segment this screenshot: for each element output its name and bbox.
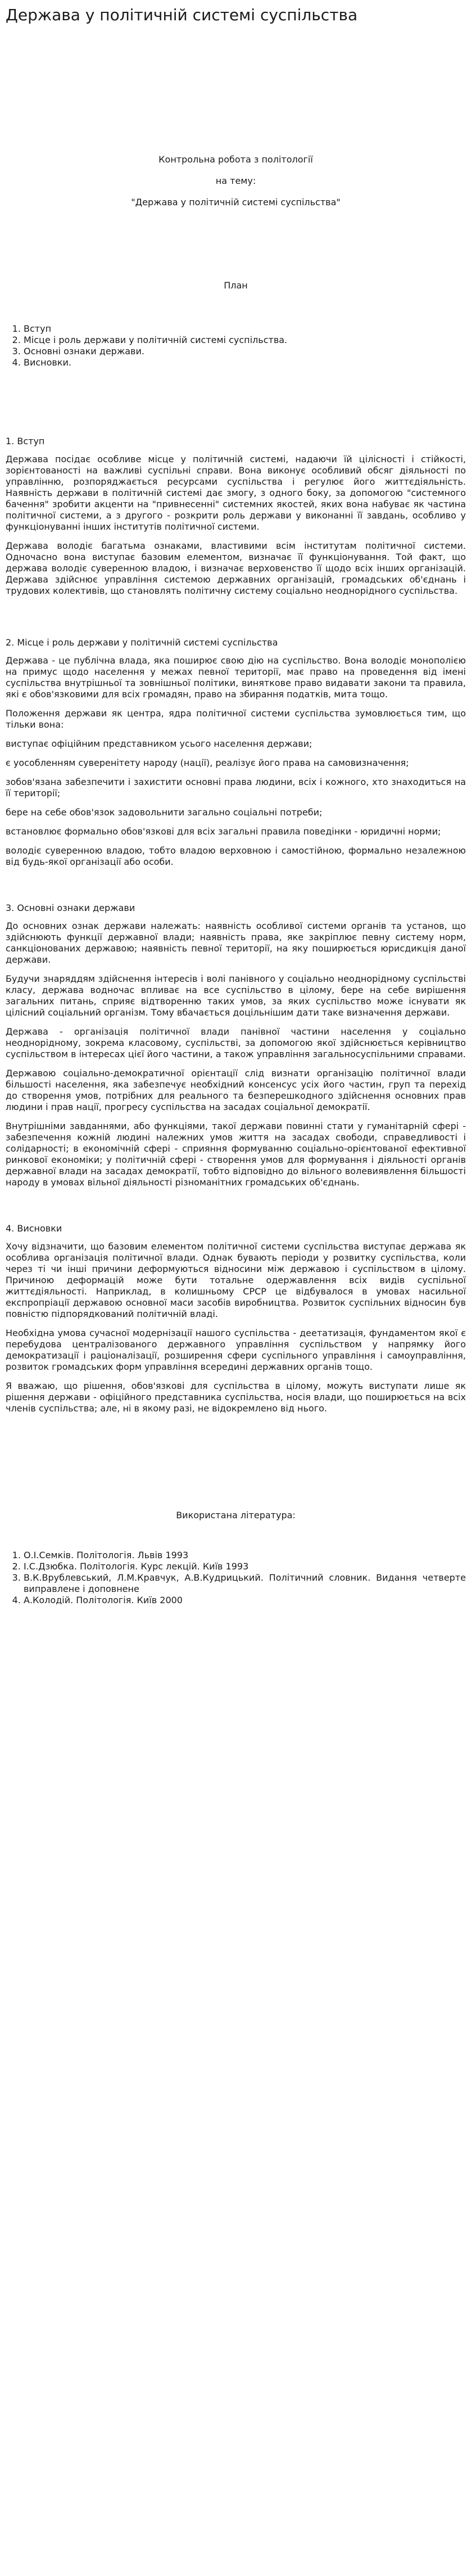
plan-item: 2. Місце і роль держави у політичній системі суспільства. (24, 335, 466, 346)
paragraph: Будучи знаряддям здійснення інтересів і волі панівного у соціально неоднорідному суспільстві класу, держава водночас впливає на все суспільство в цілому, бере на себе вирішення загальних питань, сприяє відтворенню таких умов, за яких суспільство може існувати як цілісний соціальний організм. Тому вбачається доцільнішим дати таке визначення держави. (6, 973, 466, 1018)
literature-title: Використана література: (176, 1510, 296, 1521)
plan-item: 1. Вступ (24, 323, 466, 335)
section-heading-state-features: 3. Основні ознаки держави (6, 903, 135, 913)
paragraph: До основних ознак держави належать: наявність особливої системи органів та установ, що здійснюють функції державної влади; наявність права, яке закріплює певну систему норм, санкціонованих державою; наявність певної території, на яку поширюється юрисдикція даної держави. (6, 921, 466, 965)
literature-item: 2. І.С.Дзюбка. Політологія. Курс лекцій. Київ 1993 (24, 1561, 466, 1572)
literature-item: 3. В.К.Врублевський, Л.М.Кравчук, А.В.Кудрицький. Політичний словник. Видання четверте виправлене і доповнене (24, 1572, 466, 1595)
literature-list (6, 1550, 466, 1606)
paragraph: виступає офіційним представником усього населення держави; (6, 738, 312, 749)
section-heading-role-of-state: 2. Місце і роль держави у політичній системі суспільства (6, 637, 278, 648)
paragraph: володіє суверенною владою, тобто владою верховною і самостійною, формально незалежною від будь-якої організації або особи. (6, 845, 466, 867)
paragraph: Внутрішніми завданнями, або функціями, такої держави повинні стати у гуманітарній сфері - забезпечення кожній людині належних умов життя на засадах свободи, справедливості і солідарності; в економічній сфері - сприяння формуванню соціально-орієнтованої ефективної ринкової економіки; у політичній сфері - створення умов для формування і діяльності органів державної влади на засадах демократії, тобто відповідно до вільного волевиявлення більшості народу в умовах вільної діяльності різноманітних громадських об'єднань. (6, 1121, 466, 1188)
paragraph: Держава - організація політичної влади панівної частини населення у соціально неоднорідному, зокрема класовому, суспільстві, за допомогою якої здійснюється керівництво суспільством в інтересах цієї його частини, а також управління загальносуспільними справами. (6, 1026, 466, 1059)
paragraph: Держава володіє багатьма ознаками, властивими всім інститутам політичної системи. Одночасно вона виступає базовим елементом, визначає її функціонування. Той факт, що держава володіє суверенною владою, і визначає верховенство її щодо всіх інших організацій. Держава здійснює управління системою державних організацій, громадських об'єднань і трудових колективів, що становлять політичну систему соціально неоднорідного суспільства. (6, 540, 466, 596)
paragraph: є уособленням суверенітету народу (нації), реалізує його права на самовизначення; (6, 757, 409, 768)
paragraph: бере на себе обов'язок задовольнити загально соціальні потреби; (6, 807, 323, 818)
paragraph: зобов'язана забезпечити і захистити основні права людини, всіх і кожного, хто знаходиться на її території; (6, 777, 466, 798)
document-title: Держава у політичній системі суспільства (6, 6, 358, 24)
cover-line-work-type: Контрольна робота з політології (158, 154, 313, 165)
section-heading-conclusions: 4. Висновки (6, 1223, 62, 1234)
cover-line-topic: "Держава у політичній системі суспільства" (131, 197, 341, 207)
paragraph: Я вважаю, що рішення, обов'язкові для суспільства в цілому, можуть виступати лише як рішення держави - офіційного представника суспільства, носія влади, що поширюється на всіх членів суспільства; але, ні в якому разі, не відокремлено від нього. (6, 1381, 466, 1414)
paragraph: Положення держави як центра, ядра політичної системи суспільства зумовлюється тим, що тільки вона: (6, 708, 466, 730)
plan-item: 4. Висновки. (24, 357, 466, 368)
paragraph: встановлює формально обов'язкові для всіх загальні правила поведінки - юридичні норми; (6, 826, 441, 837)
paragraph: Держава посідає особливе місце у політичній системі, надаючи їй цілісності і стійкості, зорієнтованості на важливі суспільні справи. Вона виконує особливий обсяг діяльності по управлінню, розпоряджається ресурсами суспільства і регулює його життєдіяльність. Наявність держави в політичній системі дає змогу, з одного боку, за допомогою "системного бачення" зробити акценти на "привнесенні" системних якостей, яких вона набуває як частина політичної системи, а з другого - розкрити роль держави у виконанні її завдань, особливо у функціонуванні інших інститутів політичної системи. (6, 454, 466, 532)
literature-item: 1. О.І.Семків. Політологія. Львів 1993 (24, 1550, 466, 1561)
plan-item: 3. Основні ознаки держави. (24, 346, 466, 357)
paragraph: Державою соціально-демократичної орієнтації слід визнати організацію політичної влади більшості населення, яка забезпечує необхідний консенсус усіх його частин, груп та перехід до створення умов, потрібних для реального та безперешкодного здійснення основних прав людини і прав нації, прогресу суспільства на засадах соціальної демократії. (6, 1068, 466, 1112)
literature-item: 4. А.Колодій. Політологія. Київ 2000 (24, 1595, 466, 1606)
cover-block (6, 154, 466, 208)
paragraph: Необхідна умова сучасної модернізації нашого суспільства - деетатизація, фундаментом якої є перебудова централізованого державного управління суспільством у напрямку його демократизації і раціоналізації, розширення сфери суспільного управління і самоуправління, розвиток громадських форм управління всередині державних органів тощо. (6, 1328, 466, 1372)
section-heading-introduction: 1. Вступ (6, 436, 45, 446)
cover-line-topic-label: на тему: (215, 175, 256, 186)
paragraph: Держава - це публічна влада, яка поширює свою дію на суспільство. Вона володіє монополією на примус щодо населення у межах певної території, має право на проведення від імені суспільства внутрішньої та зовнішньої політики, виняткове право видавати закони та правила, які є обов'язковими для всіх громадян, право на збирання податків, мита тощо. (6, 655, 466, 700)
plan-title: План (224, 280, 248, 291)
plan-list (6, 323, 466, 368)
paragraph: Хочу відзначити, що базовим елементом політичної системи суспільства виступає держава як особлива організація політичної влади. Однак бувають періоди у розвитку суспільства, коли через ті чи інші причини деформуються відносини між державою і суспільством в цілому. Причиною деформацій може бути тотальне одержавлення всіх видів суспільної життєдіяльності. Наприклад, в колишньому СРСР це відбувалося в умовах насильної експропріації державою основної маси засобів виробництва. Розвиток суспільних відносин був повністю підпорядкований політичній владі. (6, 1241, 466, 1319)
